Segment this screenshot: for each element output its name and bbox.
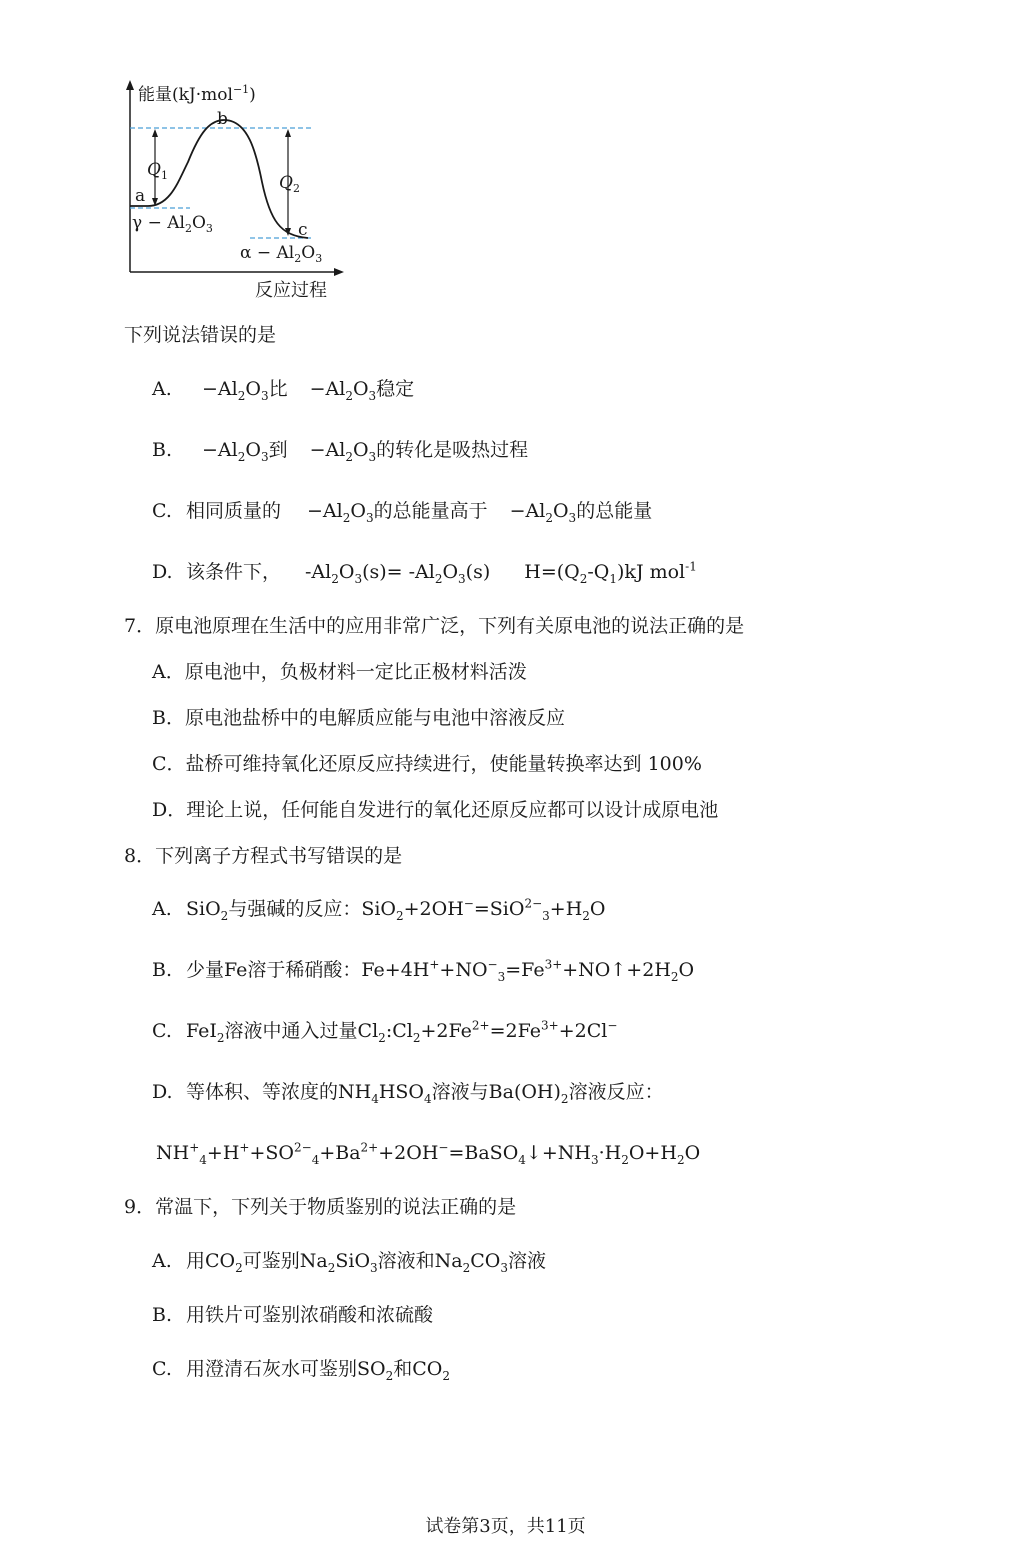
q8-option-d: D. 等体积、等浓度的$NH_4HSO_4$溶液与$Ba(OH)_2$溶液反应： (152, 1081, 664, 1106)
q7-stem: 7．原电池原理在生活中的应用非常广泛，下列有关原电池的说法正确的是 (124, 615, 745, 637)
q7-option-b: B．原电池盐桥中的电解质应能与电池中溶液反应 (152, 707, 565, 729)
point-c-label: c (298, 220, 308, 240)
point-a-label: a (135, 186, 146, 206)
q6-option-a: A. $-Al_2O_3$比 $-Al_2O_3$稳定 (152, 378, 415, 403)
q6-option-c: C. 相同质量的 $-Al_2O_3$的总能量高于 $-Al_2O_3$的总能量 (152, 500, 653, 525)
q6-stem: 下列说法错误的是 (124, 324, 277, 346)
q9-option-c: C. 用澄清石灰水可鉴别$SO_2$和$CO_2$ (152, 1358, 450, 1383)
q9-option-a: A. 用$CO_2$可鉴别$Na_2SiO_3$溶液和$Na_2CO_3$溶液 (152, 1250, 547, 1275)
q9-stem: 9．常温下，下列关于物质鉴别的说法正确的是 (124, 1196, 517, 1218)
q6-option-d: D. 该条件下， $-Al_2O_3(s)= -Al_2O_3(s)$ $H=(Q_2-Q_1)kJ$ mol$^{-1}$ (152, 559, 697, 586)
q7-option-c: C．盐桥可维持氧化还原反应持续进行，使能量转换率达到 100% (152, 753, 702, 775)
energy-diagram (100, 72, 350, 302)
q7-option-d: D．理论上说，任何能自发进行的氧化还原反应都可以设计成原电池 (152, 799, 719, 821)
y-axis-label: 能量(kJ·mol$^{-1}$) (138, 83, 256, 105)
q9-option-b: B. 用铁片可鉴别浓硝酸和浓硫酸 (152, 1304, 434, 1326)
q8-stem: 8．下列离子方程式书写错误的是 (124, 845, 403, 867)
q8-option-b: B. 少量Fe溶于稀硝酸：$Fe+4H^++NO^-_3=Fe^{3+}+NO↑+2H_2O$ (152, 957, 695, 984)
q8-option-c: C. FeI$_2$溶液中通入过量$Cl_2:Cl_2+2Fe^{2+}=2Fe^{3+}+2Cl^-$ (152, 1018, 618, 1045)
y-axis-arrow (126, 80, 134, 90)
q2-label: $Q_2$ (279, 173, 300, 195)
point-b-label: b (217, 109, 228, 129)
x-axis-arrow (334, 268, 344, 276)
q1-arrow-up (152, 129, 158, 137)
q2-arrow-up (285, 129, 291, 137)
alpha-al2o3-label: $\alpha - Al_2O_3$ (240, 243, 323, 265)
q8-option-a: A. SiO$_2$与强碱的反应：$SiO_2+2OH^-=SiO^{2-}_3+H_2O$ (152, 896, 606, 923)
q7-option-a: A．原电池中，负极材料一定比正极材料活泼 (152, 661, 527, 683)
x-axis-label: 反应过程 (255, 280, 327, 301)
q1-label: $Q_1$ (147, 160, 168, 182)
q6-option-b: B. $-Al_2O_3$到 $-Al_2O_3$的转化是吸热过程 (152, 439, 529, 464)
q8-option-d-equation: $NH^+_4+H^++SO^{2-}_4+Ba^{2+}+2OH^-=BaSO_4↓+NH_3\cdot H_2O+H_2O$ (156, 1140, 701, 1167)
gamma-al2o3-label: $\gamma - Al_2O_3$ (132, 213, 213, 235)
page-footer: 试卷第3页，共11页 (425, 1516, 586, 1537)
